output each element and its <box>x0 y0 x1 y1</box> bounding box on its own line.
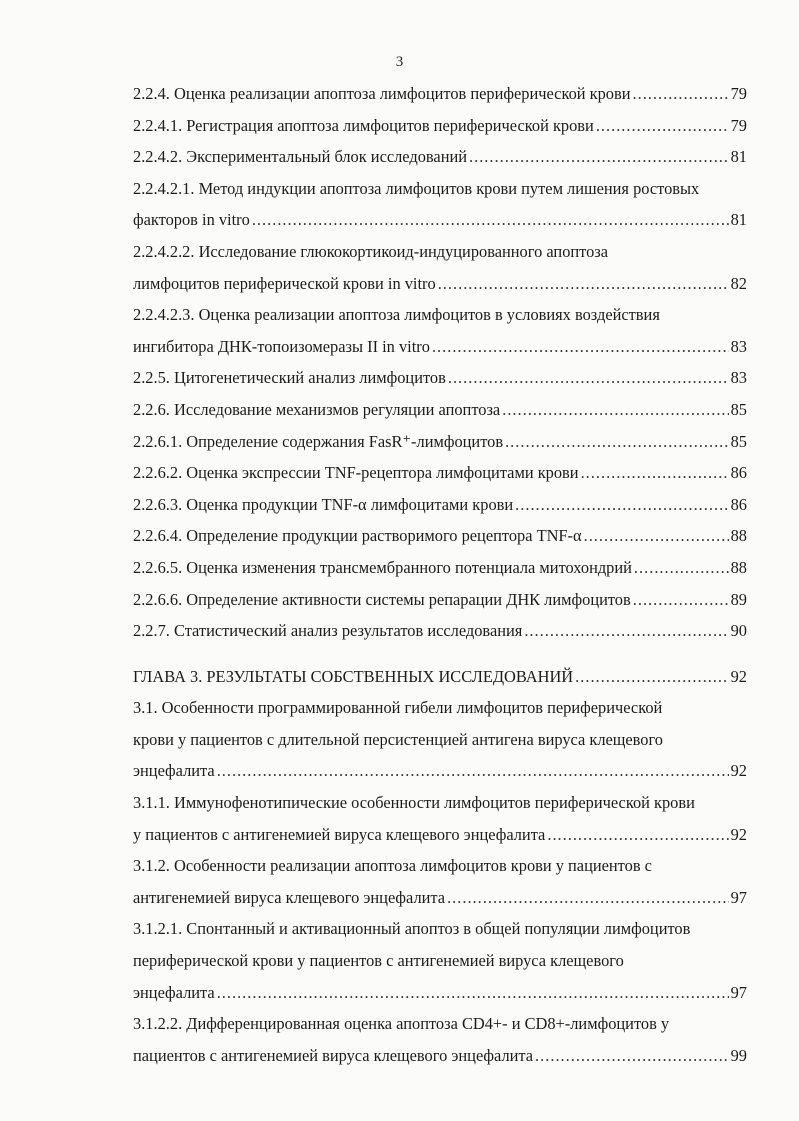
toc-page-number: 97 <box>730 982 747 1002</box>
toc-entry[interactable] <box>133 850 747 913</box>
toc-entry[interactable] <box>133 661 747 693</box>
toc-entry-line <box>133 110 747 142</box>
toc-page-number: 97 <box>730 887 747 907</box>
toc-entry-line <box>133 141 747 173</box>
toc-leader-dots <box>448 362 729 394</box>
toc-leader-dots <box>217 755 729 787</box>
toc-entry-line <box>133 819 747 851</box>
toc-page-number: 99 <box>730 1045 747 1065</box>
toc-entry-line <box>133 362 747 394</box>
toc-leader-dots <box>633 78 729 110</box>
toc-entry[interactable] <box>133 1008 747 1071</box>
toc-entry-text: 3.1.2. Особенности реализации апоптоза лимфоцитов крови у пациентов с <box>133 856 652 876</box>
toc-leader-dots <box>575 661 728 693</box>
toc-entry-text: энцефалита <box>133 761 215 781</box>
toc-leader-dots <box>447 882 729 914</box>
toc-leader-dots <box>438 268 729 300</box>
toc-entry-text: пациентов с антигенемией вируса клещевого энцефалита <box>133 1045 534 1065</box>
toc-entry-text: периферической крови у пациентов с антигенемией вируса клещевого <box>133 951 624 971</box>
table-of-contents <box>133 78 747 1071</box>
toc-entry-line <box>133 457 747 489</box>
toc-leader-dots <box>584 520 729 552</box>
toc-entry-text: 2.2.4.2.3. Оценка реализации апоптоза лимфоцитов в условиях воздействия <box>133 305 660 325</box>
toc-entry[interactable] <box>133 426 747 458</box>
toc-entry-text: 2.2.6.4. Определение продукции растворимого рецептора TNF-α <box>133 526 582 546</box>
toc-entry-line <box>133 426 747 458</box>
toc-page-number: 88 <box>730 557 747 577</box>
toc-page-number: 92 <box>730 761 747 781</box>
toc-leader-dots <box>535 1040 729 1072</box>
toc-entry-text: 2.2.4.2. Экспериментальный блок исследований <box>133 147 468 167</box>
toc-page-number: 79 <box>730 115 747 135</box>
toc-entry-text: 2.2.4. Оценка реализации апоптоза лимфоцитов периферической крови <box>133 84 631 103</box>
toc-page-number: 85 <box>730 431 747 451</box>
toc-leader-dots <box>432 331 729 363</box>
toc-entry-text: крови у пациентов с длительной персистенцией антигена вируса клещевого <box>133 729 664 749</box>
toc-entry[interactable] <box>133 110 747 142</box>
toc-entry[interactable] <box>133 692 747 787</box>
toc-page-number: 86 <box>730 494 747 514</box>
toc-entry-line <box>133 1040 747 1072</box>
toc-page-number: 86 <box>730 463 747 483</box>
toc-entry[interactable] <box>133 173 747 236</box>
toc-entry-text: 2.2.4.2.1. Метод индукции апоптоза лимфоцитов крови путем лишения ростовых <box>133 178 700 198</box>
toc-entry[interactable] <box>133 520 747 552</box>
toc-entry-line <box>133 661 747 693</box>
toc-entry-line <box>133 331 747 363</box>
toc-leader-dots <box>252 204 729 236</box>
toc-page-number: 92 <box>730 666 747 686</box>
toc-entry[interactable] <box>133 362 747 394</box>
toc-entry-text: 2.2.6.3. Оценка продукции TNF-α лимфоцитами крови <box>133 494 514 514</box>
toc-entry-text: 2.2.6.2. Оценка экспрессии TNF-рецептора лимфоцитами крови <box>133 463 579 483</box>
toc-entry-line <box>133 204 747 236</box>
toc-page-number: 81 <box>730 147 747 167</box>
toc-entry-line <box>133 489 747 521</box>
toc-leader-dots <box>505 426 729 458</box>
toc-entry[interactable] <box>133 394 747 426</box>
toc-entry[interactable] <box>133 489 747 521</box>
toc-page-number: 89 <box>730 589 747 609</box>
toc-entry-text: ингибитора ДНК-топоизомеразы II in vitro <box>133 336 430 356</box>
toc-entry-text: 3.1.2.1. Спонтанный и активационный апоптоз в общей популяции лимфоцитов <box>133 919 691 939</box>
toc-entry-text: 2.2.6.6. Определение активности системы репарации ДНК лимфоцитов <box>133 589 631 609</box>
toc-leader-dots <box>515 489 728 521</box>
toc-entry[interactable] <box>133 584 747 616</box>
toc-entry[interactable] <box>133 913 747 1008</box>
toc-entry-text: энцефалита <box>133 982 215 1002</box>
toc-entry-line <box>133 552 747 584</box>
toc-leader-dots <box>469 141 729 173</box>
toc-page-number: 83 <box>730 336 747 356</box>
page-number: 3 <box>395 54 404 70</box>
toc-page-number: 88 <box>730 526 747 546</box>
toc-leader-dots <box>633 584 729 616</box>
toc-entry-text: 2.2.6.1. Определение содержания FasR⁺-лимфоцитов <box>133 431 504 451</box>
toc-leader-dots <box>596 110 729 142</box>
toc-entry[interactable] <box>133 236 747 299</box>
toc-leader-dots <box>634 552 729 584</box>
toc-entry-text: ГЛАВА 3. РЕЗУЛЬТАТЫ СОБСТВЕННЫХ ИССЛЕДОВАНИЙ <box>133 666 574 686</box>
toc-entry-line <box>133 882 747 914</box>
toc-entry-text: у пациентов с антигенемией вируса клещевого энцефалита <box>133 824 546 844</box>
toc-page-number: 85 <box>730 399 747 419</box>
toc-entry-text: 2.2.4.2.2. Исследование глюкокортикоид-индуцированного апоптоза <box>133 241 609 261</box>
toc-page-number: 82 <box>730 273 747 293</box>
toc-entry-line <box>133 268 747 300</box>
toc-entry[interactable] <box>133 615 747 647</box>
toc-entry-line <box>133 520 747 552</box>
toc-leader-dots <box>547 819 728 851</box>
toc-page-number: 83 <box>730 368 747 388</box>
toc-entry-text: 3.1. Особенности программированной гибели лимфоцитов периферической <box>133 698 663 718</box>
toc-entry-text: 2.2.5. Цитогенетический анализ лимфоцитов <box>133 368 446 388</box>
toc-leader-dots <box>217 977 729 1009</box>
toc-entry[interactable] <box>133 141 747 173</box>
toc-leader-dots <box>581 457 729 489</box>
toc-entry[interactable] <box>133 787 747 850</box>
toc-entry-text: факторов in vitro <box>133 210 250 230</box>
toc-entry-line <box>133 394 747 426</box>
toc-entry-line <box>133 78 747 110</box>
toc-entry-line <box>133 584 747 616</box>
toc-entry-text: 3.1.1. Иммунофенотипические особенности лимфоцитов периферической крови <box>133 793 695 813</box>
toc-entry-text: 2.2.6.5. Оценка изменения трансмембранного потенциала митохондрий <box>133 557 632 577</box>
toc-page-number: 81 <box>730 210 747 230</box>
toc-entry-text: лимфоцитов периферической крови in vitro <box>133 273 436 293</box>
toc-entry[interactable] <box>133 299 747 362</box>
toc-entry[interactable] <box>133 78 747 110</box>
toc-entry-text: 2.2.6. Исследование механизмов регуляции апоптоза <box>133 399 501 419</box>
toc-page-number: 92 <box>730 824 747 844</box>
toc-page-number: 90 <box>730 621 747 641</box>
toc-entry-line <box>133 977 747 1009</box>
toc-page-number: 79 <box>730 84 747 103</box>
toc-entry[interactable] <box>133 552 747 584</box>
toc-entry-text: антигенемией вируса клещевого энцефалита <box>133 887 446 907</box>
toc-entry-text: 3.1.2.2. Дифференцированная оценка апоптоза CD4+- и CD8+-лимфоцитов у <box>133 1014 670 1034</box>
toc-leader-dots <box>502 394 728 426</box>
toc-leader-dots <box>524 615 728 647</box>
section-gap <box>133 647 747 661</box>
toc-entry-line <box>133 755 747 787</box>
toc-entry-text: 2.2.4.1. Регистрация апоптоза лимфоцитов периферической крови <box>133 115 594 135</box>
toc-entry-text: 2.2.7. Статистический анализ результатов исследования <box>133 621 523 641</box>
toc-entry[interactable] <box>133 457 747 489</box>
toc-entry-line <box>133 615 747 647</box>
